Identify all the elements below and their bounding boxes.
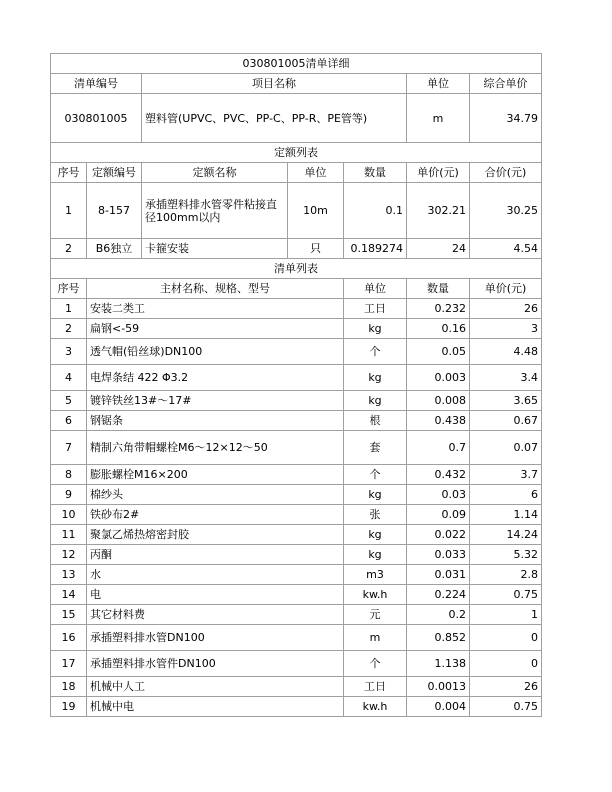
material-row-name: 机械中人工 <box>87 677 344 697</box>
material-row-name: 电 <box>87 585 344 605</box>
material-row <box>51 545 542 565</box>
material-row-name: 棉纱头 <box>87 485 344 505</box>
material-row <box>51 605 542 625</box>
material-row-unit: 个 <box>344 465 407 485</box>
materials-col-price: 单价(元) <box>470 279 542 299</box>
bill-detail-table <box>50 53 542 717</box>
bill-code-header: 清单编号 <box>51 74 142 94</box>
material-row-qty: 0.438 <box>407 411 470 431</box>
material-row-qty: 0.224 <box>407 585 470 605</box>
material-row-no: 18 <box>51 677 87 697</box>
material-row <box>51 651 542 677</box>
material-row-qty: 0.004 <box>407 697 470 717</box>
material-row-no: 19 <box>51 697 87 717</box>
material-row-no: 9 <box>51 485 87 505</box>
material-row-unit: kg <box>344 545 407 565</box>
material-row <box>51 677 542 697</box>
material-row-price: 0 <box>470 625 542 651</box>
material-row-unit: kw.h <box>344 697 407 717</box>
unit-header: 单位 <box>407 74 470 94</box>
material-row-no: 12 <box>51 545 87 565</box>
material-row-no: 2 <box>51 319 87 339</box>
materials-col-name: 主材名称、规格、型号 <box>87 279 344 299</box>
quota-col-total: 合价(元) <box>470 163 542 183</box>
material-row-unit: kg <box>344 485 407 505</box>
quota-section-title: 定额列表 <box>51 143 542 163</box>
material-row-price: 3.7 <box>470 465 542 485</box>
material-row <box>51 411 542 431</box>
quota-col-price: 单价(元) <box>407 163 470 183</box>
materials-section-title: 清单列表 <box>51 259 542 279</box>
material-row-name: 聚氯乙烯热熔密封胶 <box>87 525 344 545</box>
material-row <box>51 319 542 339</box>
quota-row-unit: 10m <box>288 183 344 239</box>
material-row-price: 26 <box>470 299 542 319</box>
material-row-no: 13 <box>51 565 87 585</box>
material-row-qty: 0.852 <box>407 625 470 651</box>
material-row <box>51 585 542 605</box>
quota-row-unit: 只 <box>288 239 344 259</box>
material-row-unit: m3 <box>344 565 407 585</box>
material-row-price: 0.75 <box>470 697 542 717</box>
material-row-unit: kg <box>344 525 407 545</box>
material-row <box>51 391 542 411</box>
material-row <box>51 525 542 545</box>
material-row <box>51 697 542 717</box>
quota-row-no: 2 <box>51 239 87 259</box>
material-row-qty: 0.232 <box>407 299 470 319</box>
material-row-price: 1 <box>470 605 542 625</box>
material-row-no: 11 <box>51 525 87 545</box>
quota-row-price: 302.21 <box>407 183 470 239</box>
quota-row-name: 卡箍安装 <box>142 239 288 259</box>
quota-row-price: 24 <box>407 239 470 259</box>
material-row <box>51 465 542 485</box>
material-row-unit: 工日 <box>344 299 407 319</box>
material-row-price: 4.48 <box>470 339 542 365</box>
material-row-qty: 0.2 <box>407 605 470 625</box>
material-row-no: 17 <box>51 651 87 677</box>
materials-col-unit: 单位 <box>344 279 407 299</box>
item-unit: m <box>407 94 470 143</box>
quota-row <box>51 239 542 259</box>
material-row-price: 3.65 <box>470 391 542 411</box>
materials-col-qty: 数量 <box>407 279 470 299</box>
material-row-unit: 张 <box>344 505 407 525</box>
material-row-qty: 0.16 <box>407 319 470 339</box>
material-row-qty: 0.432 <box>407 465 470 485</box>
quota-col-unit: 单位 <box>288 163 344 183</box>
quota-row-name: 承插塑料排水管零件粘接直径100mm以内 <box>142 183 288 239</box>
material-row-price: 0.67 <box>470 411 542 431</box>
quota-row-code: 8-157 <box>87 183 142 239</box>
quota-row <box>51 183 542 239</box>
material-row-name: 承插塑料排水管DN100 <box>87 625 344 651</box>
material-row-qty: 0.0013 <box>407 677 470 697</box>
material-row-price: 0.07 <box>470 431 542 465</box>
unit-price-header: 综合单价 <box>470 74 542 94</box>
material-row-unit: kg <box>344 391 407 411</box>
material-row-name: 丙酮 <box>87 545 344 565</box>
quota-row-code: B6独立 <box>87 239 142 259</box>
quota-col-qty: 数量 <box>344 163 407 183</box>
quota-col-no: 序号 <box>51 163 87 183</box>
material-row-no: 10 <box>51 505 87 525</box>
quota-row-total: 30.25 <box>470 183 542 239</box>
material-row-name: 扁钢<-59 <box>87 319 344 339</box>
material-row-name: 其它材料费 <box>87 605 344 625</box>
material-row-qty: 0.003 <box>407 365 470 391</box>
material-row-qty: 0.022 <box>407 525 470 545</box>
item-name: 塑料管(UPVC、PVC、PP-C、PP-R、PE管等) <box>142 94 407 143</box>
material-row-name: 膨胀螺栓M16×200 <box>87 465 344 485</box>
quota-row-qty: 0.189274 <box>344 239 407 259</box>
material-row <box>51 625 542 651</box>
material-row-name: 电焊条结 422 Φ3.2 <box>87 365 344 391</box>
item-name-header: 项目名称 <box>142 74 407 94</box>
material-row-no: 16 <box>51 625 87 651</box>
quota-col-name: 定额名称 <box>142 163 288 183</box>
quota-row-total: 4.54 <box>470 239 542 259</box>
material-row-no: 1 <box>51 299 87 319</box>
material-row-unit: kw.h <box>344 585 407 605</box>
material-row-name: 水 <box>87 565 344 585</box>
material-row-unit: kg <box>344 319 407 339</box>
quota-row-no: 1 <box>51 183 87 239</box>
table-title: 030801005清单详细 <box>51 54 542 74</box>
material-row-price: 2.8 <box>470 565 542 585</box>
material-row-unit: 元 <box>344 605 407 625</box>
material-row-price: 0.75 <box>470 585 542 605</box>
material-row-name: 透气帽(铅丝球)DN100 <box>87 339 344 365</box>
material-row-price: 1.14 <box>470 505 542 525</box>
material-row-qty: 0.05 <box>407 339 470 365</box>
material-row-no: 4 <box>51 365 87 391</box>
material-row-qty: 0.008 <box>407 391 470 411</box>
material-row-no: 6 <box>51 411 87 431</box>
material-row-price: 26 <box>470 677 542 697</box>
material-row-unit: 套 <box>344 431 407 465</box>
material-row-unit: m <box>344 625 407 651</box>
material-row <box>51 299 542 319</box>
material-row-price: 0 <box>470 651 542 677</box>
material-row <box>51 431 542 465</box>
material-row-unit: 个 <box>344 651 407 677</box>
material-row-price: 14.24 <box>470 525 542 545</box>
material-row <box>51 565 542 585</box>
material-row <box>51 485 542 505</box>
material-row-no: 15 <box>51 605 87 625</box>
material-row-name: 机械中电 <box>87 697 344 717</box>
material-row-qty: 0.09 <box>407 505 470 525</box>
material-row-price: 6 <box>470 485 542 505</box>
material-row <box>51 339 542 365</box>
material-row-name: 铁砂布2# <box>87 505 344 525</box>
item-unit-price: 34.79 <box>470 94 542 143</box>
material-row-qty: 1.138 <box>407 651 470 677</box>
quota-row-qty: 0.1 <box>344 183 407 239</box>
material-row-name: 镀锌铁丝13#～17# <box>87 391 344 411</box>
material-row <box>51 505 542 525</box>
material-row-no: 5 <box>51 391 87 411</box>
material-row-unit: 工日 <box>344 677 407 697</box>
material-row-no: 8 <box>51 465 87 485</box>
material-row-unit: 个 <box>344 339 407 365</box>
material-row-qty: 0.031 <box>407 565 470 585</box>
quota-col-code: 定额编号 <box>87 163 142 183</box>
material-row-qty: 0.03 <box>407 485 470 505</box>
material-row-name: 安装二类工 <box>87 299 344 319</box>
material-row-qty: 0.033 <box>407 545 470 565</box>
material-row-name: 承插塑料排水管件DN100 <box>87 651 344 677</box>
material-row-price: 5.32 <box>470 545 542 565</box>
material-row-no: 7 <box>51 431 87 465</box>
material-row-no: 3 <box>51 339 87 365</box>
material-row-name: 钢锯条 <box>87 411 344 431</box>
material-row-unit: 根 <box>344 411 407 431</box>
bill-code: 030801005 <box>51 94 142 143</box>
material-row-price: 3 <box>470 319 542 339</box>
material-row-qty: 0.7 <box>407 431 470 465</box>
material-row <box>51 365 542 391</box>
material-row-unit: kg <box>344 365 407 391</box>
material-row-price: 3.4 <box>470 365 542 391</box>
material-row-no: 14 <box>51 585 87 605</box>
materials-col-no: 序号 <box>51 279 87 299</box>
material-row-name: 精制六角带帽螺栓M6～12×12～50 <box>87 431 344 465</box>
